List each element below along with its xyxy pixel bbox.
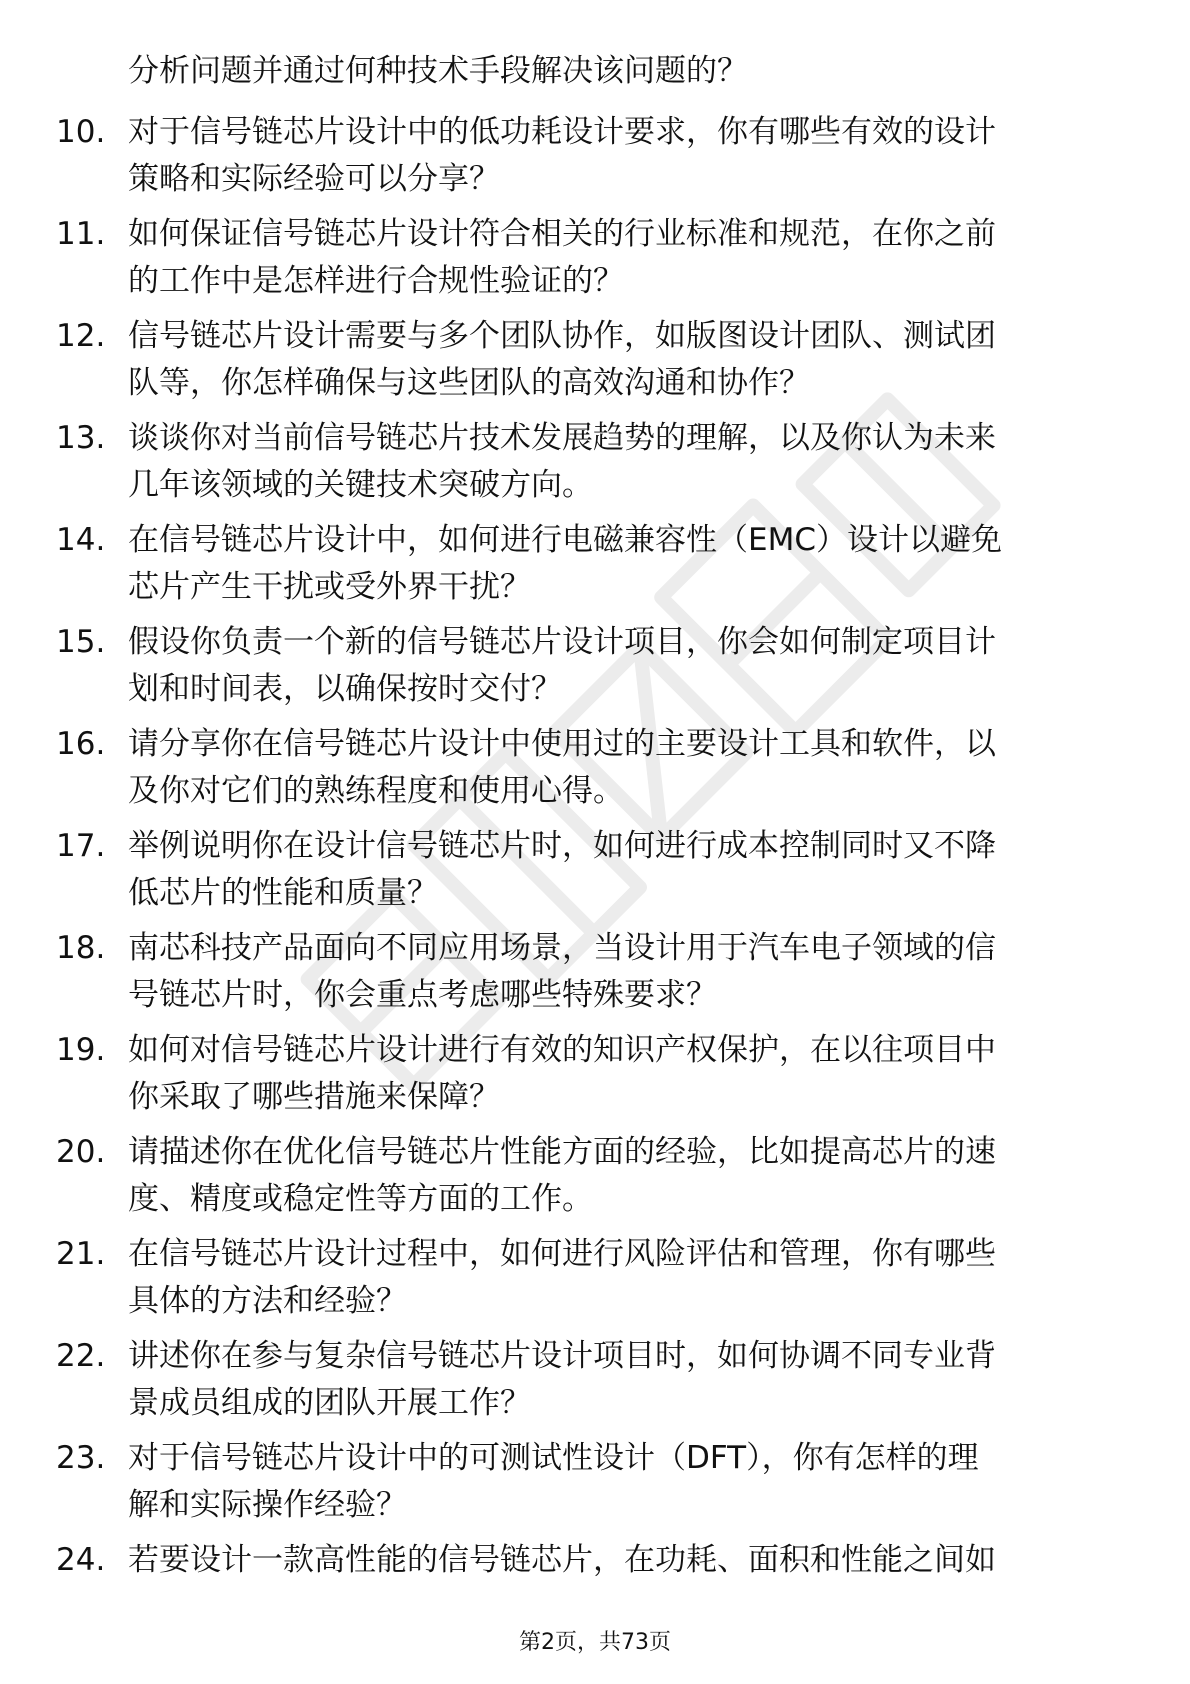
- question-item: [56, 1333, 1136, 1435]
- question-item: [56, 721, 1136, 823]
- question-number: 11.: [56, 216, 106, 252]
- question-number: 17.: [56, 828, 106, 864]
- question-text: 请描述你在优化信号链芯片性能方面的经验，比如提高芯片的速 度、精度或稳定性等方面的工作。: [128, 1134, 996, 1217]
- question-item: [56, 1435, 1136, 1537]
- question-number: 22.: [56, 1338, 106, 1374]
- question-text: 请分享你在信号链芯片设计中使用过的主要设计工具和软件，以 及你对它们的熟练程度和使用心得。: [128, 726, 996, 809]
- question-text: 如何对信号链芯片设计进行有效的知识产权保护，在以往项目中 你采取了哪些措施来保障？: [128, 1032, 996, 1115]
- question-text: 假设你负责一个新的信号链芯片设计项目，你会如何制定项目计 划和时间表，以确保按时交付？: [128, 624, 996, 707]
- question-text: 谈谈你对当前信号链芯片技术发展趋势的理解，以及你认为未来 几年该领域的关键技术突破方向。: [128, 420, 996, 503]
- question-item: [56, 415, 1136, 517]
- question-item: [56, 211, 1136, 313]
- question-text: 南芯科技产品面向不同应用场景，当设计用于汽车电子领域的信 号链芯片时，你会重点考虑哪些特殊要求？: [128, 930, 996, 1013]
- question-text: 在信号链芯片设计过程中，如何进行风险评估和管理，你有哪些 具体的方法和经验？: [128, 1236, 996, 1319]
- question-number: 19.: [56, 1032, 106, 1068]
- question-text: 信号链芯片设计需要与多个团队协作，如版图设计团队、测试团 队等，你怎样确保与这些团队的高效沟通和协作？: [128, 318, 996, 401]
- question-number: 14.: [56, 522, 106, 558]
- question-text: 举例说明你在设计信号链芯片时，如何进行成本控制同时又不降 低芯片的性能和质量？: [128, 828, 996, 911]
- question-number: 20.: [56, 1134, 106, 1170]
- question-text: 若要设计一款高性能的信号链芯片，在功耗、面积和性能之间如: [128, 1542, 996, 1578]
- question-text: 讲述你在参与复杂信号链芯片设计项目时，如何协调不同专业背 景成员组成的团队开展工作？: [128, 1338, 996, 1421]
- question-number: 24.: [56, 1542, 106, 1578]
- question-number: 13.: [56, 420, 106, 456]
- question-number: 18.: [56, 930, 106, 966]
- question-item: [56, 1129, 1136, 1231]
- question-number: 15.: [56, 624, 106, 660]
- question-item: [56, 109, 1136, 211]
- question-number: 10.: [56, 114, 106, 150]
- continued-question-text: 分析问题并通过何种技术手段解决该问题的？: [128, 53, 748, 89]
- question-item: [56, 1027, 1136, 1129]
- question-number: 12.: [56, 318, 106, 354]
- question-item: [56, 517, 1136, 619]
- question-list: [56, 109, 1136, 1639]
- question-number: 21.: [56, 1236, 106, 1272]
- question-item: [56, 313, 1136, 415]
- question-text: 如何保证信号链芯片设计符合相关的行业标准和规范，在你之前 的工作中是怎样进行合规性验证的？: [128, 216, 996, 299]
- question-number: 16.: [56, 726, 106, 762]
- page-footer: 第2页，共73页: [519, 1630, 671, 1655]
- question-number: 23.: [56, 1440, 106, 1476]
- question-item: [56, 1231, 1136, 1333]
- question-text: 对于信号链芯片设计中的可测试性设计（DFT），你有怎样的理 解和实际操作经验？: [128, 1440, 979, 1523]
- question-text: 对于信号链芯片设计中的低功耗设计要求，你有哪些有效的设计 策略和实际经验可以分享？: [128, 114, 996, 197]
- question-item: [56, 925, 1136, 1027]
- question-item: [56, 823, 1136, 925]
- question-item: [56, 619, 1136, 721]
- question-text: 在信号链芯片设计中，如何进行电磁兼容性（EMC）设计以避免 芯片产生干扰或受外界干扰？: [128, 522, 1002, 605]
- question-item: [56, 1537, 1136, 1639]
